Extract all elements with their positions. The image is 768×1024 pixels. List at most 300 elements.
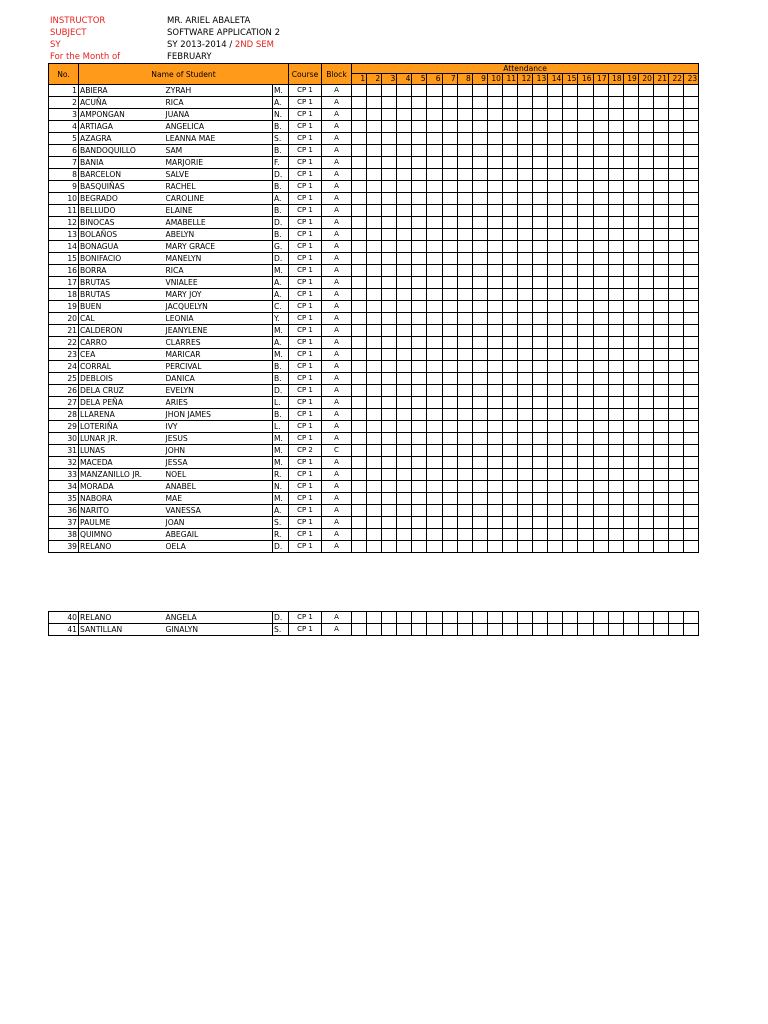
attendance-cell[interactable]: [502, 349, 517, 361]
attendance-cell[interactable]: [548, 397, 563, 409]
attendance-cell[interactable]: [518, 169, 533, 181]
attendance-cell[interactable]: [487, 313, 502, 325]
attendance-cell[interactable]: [412, 517, 427, 529]
attendance-cell[interactable]: [397, 373, 412, 385]
attendance-cell[interactable]: [442, 493, 457, 505]
attendance-cell[interactable]: [367, 421, 382, 433]
attendance-cell[interactable]: [442, 445, 457, 457]
attendance-cell[interactable]: [397, 349, 412, 361]
attendance-cell[interactable]: [412, 481, 427, 493]
attendance-cell[interactable]: [427, 277, 442, 289]
attendance-cell[interactable]: [442, 109, 457, 121]
attendance-cell[interactable]: [487, 481, 502, 493]
attendance-cell[interactable]: [427, 397, 442, 409]
attendance-cell[interactable]: [548, 289, 563, 301]
attendance-cell[interactable]: [457, 313, 472, 325]
attendance-cell[interactable]: [548, 169, 563, 181]
attendance-cell[interactable]: [352, 85, 367, 97]
attendance-cell[interactable]: [668, 133, 683, 145]
attendance-cell[interactable]: [563, 397, 578, 409]
attendance-cell[interactable]: [623, 612, 638, 624]
attendance-cell[interactable]: [487, 97, 502, 109]
attendance-cell[interactable]: [668, 481, 683, 493]
attendance-cell[interactable]: [502, 181, 517, 193]
attendance-cell[interactable]: [502, 337, 517, 349]
attendance-cell[interactable]: [472, 493, 487, 505]
attendance-cell[interactable]: [472, 265, 487, 277]
attendance-cell[interactable]: [472, 253, 487, 265]
attendance-cell[interactable]: [518, 373, 533, 385]
attendance-cell[interactable]: [382, 529, 397, 541]
attendance-cell[interactable]: [653, 349, 668, 361]
attendance-cell[interactable]: [668, 121, 683, 133]
attendance-cell[interactable]: [684, 277, 699, 289]
attendance-cell[interactable]: [472, 217, 487, 229]
attendance-cell[interactable]: [608, 433, 623, 445]
attendance-cell[interactable]: [367, 469, 382, 481]
attendance-cell[interactable]: [472, 349, 487, 361]
attendance-cell[interactable]: [427, 181, 442, 193]
attendance-cell[interactable]: [684, 469, 699, 481]
attendance-cell[interactable]: [518, 217, 533, 229]
attendance-cell[interactable]: [608, 385, 623, 397]
attendance-cell[interactable]: [563, 505, 578, 517]
attendance-cell[interactable]: [382, 541, 397, 553]
attendance-cell[interactable]: [593, 409, 608, 421]
attendance-cell[interactable]: [608, 373, 623, 385]
attendance-cell[interactable]: [412, 253, 427, 265]
attendance-cell[interactable]: [427, 385, 442, 397]
attendance-cell[interactable]: [412, 349, 427, 361]
attendance-cell[interactable]: [623, 229, 638, 241]
attendance-cell[interactable]: [533, 253, 548, 265]
attendance-cell[interactable]: [367, 624, 382, 636]
attendance-cell[interactable]: [638, 493, 653, 505]
attendance-cell[interactable]: [502, 121, 517, 133]
attendance-cell[interactable]: [623, 97, 638, 109]
attendance-cell[interactable]: [412, 541, 427, 553]
attendance-cell[interactable]: [623, 121, 638, 133]
attendance-cell[interactable]: [668, 349, 683, 361]
attendance-cell[interactable]: [427, 121, 442, 133]
attendance-cell[interactable]: [684, 301, 699, 313]
attendance-cell[interactable]: [367, 169, 382, 181]
attendance-cell[interactable]: [367, 157, 382, 169]
attendance-cell[interactable]: [518, 469, 533, 481]
attendance-cell[interactable]: [608, 445, 623, 457]
attendance-cell[interactable]: [352, 337, 367, 349]
attendance-cell[interactable]: [608, 145, 623, 157]
attendance-cell[interactable]: [608, 481, 623, 493]
attendance-cell[interactable]: [638, 361, 653, 373]
attendance-cell[interactable]: [367, 97, 382, 109]
attendance-cell[interactable]: [638, 529, 653, 541]
attendance-cell[interactable]: [548, 373, 563, 385]
attendance-cell[interactable]: [412, 373, 427, 385]
attendance-cell[interactable]: [427, 109, 442, 121]
attendance-cell[interactable]: [548, 133, 563, 145]
attendance-cell[interactable]: [442, 289, 457, 301]
attendance-cell[interactable]: [593, 229, 608, 241]
attendance-cell[interactable]: [684, 409, 699, 421]
attendance-cell[interactable]: [367, 205, 382, 217]
attendance-cell[interactable]: [533, 421, 548, 433]
attendance-cell[interactable]: [548, 181, 563, 193]
attendance-cell[interactable]: [638, 433, 653, 445]
attendance-cell[interactable]: [608, 361, 623, 373]
attendance-cell[interactable]: [397, 241, 412, 253]
attendance-cell[interactable]: [684, 313, 699, 325]
attendance-cell[interactable]: [367, 229, 382, 241]
attendance-cell[interactable]: [502, 612, 517, 624]
attendance-cell[interactable]: [578, 97, 593, 109]
attendance-cell[interactable]: [668, 505, 683, 517]
attendance-cell[interactable]: [397, 301, 412, 313]
attendance-cell[interactable]: [367, 493, 382, 505]
attendance-cell[interactable]: [442, 397, 457, 409]
attendance-cell[interactable]: [412, 229, 427, 241]
attendance-cell[interactable]: [367, 241, 382, 253]
attendance-cell[interactable]: [352, 253, 367, 265]
attendance-cell[interactable]: [653, 373, 668, 385]
attendance-cell[interactable]: [608, 181, 623, 193]
attendance-cell[interactable]: [502, 469, 517, 481]
attendance-cell[interactable]: [668, 85, 683, 97]
attendance-cell[interactable]: [472, 361, 487, 373]
attendance-cell[interactable]: [412, 624, 427, 636]
attendance-cell[interactable]: [593, 397, 608, 409]
attendance-cell[interactable]: [412, 313, 427, 325]
attendance-cell[interactable]: [684, 493, 699, 505]
attendance-cell[interactable]: [472, 97, 487, 109]
attendance-cell[interactable]: [608, 109, 623, 121]
attendance-cell[interactable]: [487, 181, 502, 193]
attendance-cell[interactable]: [487, 145, 502, 157]
attendance-cell[interactable]: [563, 373, 578, 385]
attendance-cell[interactable]: [638, 624, 653, 636]
attendance-cell[interactable]: [638, 612, 653, 624]
attendance-cell[interactable]: [352, 169, 367, 181]
attendance-cell[interactable]: [427, 133, 442, 145]
attendance-cell[interactable]: [563, 109, 578, 121]
attendance-cell[interactable]: [518, 541, 533, 553]
attendance-cell[interactable]: [442, 301, 457, 313]
attendance-cell[interactable]: [653, 505, 668, 517]
attendance-cell[interactable]: [487, 253, 502, 265]
attendance-cell[interactable]: [397, 445, 412, 457]
attendance-cell[interactable]: [382, 445, 397, 457]
attendance-cell[interactable]: [593, 624, 608, 636]
attendance-cell[interactable]: [593, 121, 608, 133]
attendance-cell[interactable]: [623, 289, 638, 301]
attendance-cell[interactable]: [533, 277, 548, 289]
attendance-cell[interactable]: [367, 349, 382, 361]
attendance-cell[interactable]: [548, 445, 563, 457]
attendance-cell[interactable]: [502, 624, 517, 636]
attendance-cell[interactable]: [638, 109, 653, 121]
attendance-cell[interactable]: [472, 121, 487, 133]
attendance-cell[interactable]: [578, 181, 593, 193]
attendance-cell[interactable]: [367, 253, 382, 265]
attendance-cell[interactable]: [518, 505, 533, 517]
attendance-cell[interactable]: [684, 229, 699, 241]
attendance-cell[interactable]: [457, 241, 472, 253]
attendance-cell[interactable]: [653, 421, 668, 433]
attendance-cell[interactable]: [472, 289, 487, 301]
attendance-cell[interactable]: [608, 241, 623, 253]
attendance-cell[interactable]: [608, 457, 623, 469]
attendance-cell[interactable]: [502, 517, 517, 529]
attendance-cell[interactable]: [457, 133, 472, 145]
attendance-cell[interactable]: [412, 612, 427, 624]
attendance-cell[interactable]: [382, 469, 397, 481]
attendance-cell[interactable]: [367, 529, 382, 541]
attendance-cell[interactable]: [563, 181, 578, 193]
attendance-cell[interactable]: [638, 337, 653, 349]
attendance-cell[interactable]: [442, 157, 457, 169]
attendance-cell[interactable]: [548, 421, 563, 433]
attendance-cell[interactable]: [608, 624, 623, 636]
attendance-cell[interactable]: [548, 361, 563, 373]
attendance-cell[interactable]: [382, 253, 397, 265]
attendance-cell[interactable]: [578, 157, 593, 169]
attendance-cell[interactable]: [367, 217, 382, 229]
attendance-cell[interactable]: [623, 481, 638, 493]
attendance-cell[interactable]: [382, 409, 397, 421]
attendance-cell[interactable]: [412, 445, 427, 457]
attendance-cell[interactable]: [472, 157, 487, 169]
attendance-cell[interactable]: [608, 253, 623, 265]
attendance-cell[interactable]: [668, 541, 683, 553]
attendance-cell[interactable]: [653, 433, 668, 445]
attendance-cell[interactable]: [563, 445, 578, 457]
attendance-cell[interactable]: [367, 265, 382, 277]
attendance-cell[interactable]: [533, 121, 548, 133]
attendance-cell[interactable]: [518, 97, 533, 109]
attendance-cell[interactable]: [442, 265, 457, 277]
attendance-cell[interactable]: [442, 624, 457, 636]
attendance-cell[interactable]: [427, 529, 442, 541]
attendance-cell[interactable]: [548, 349, 563, 361]
attendance-cell[interactable]: [518, 181, 533, 193]
attendance-cell[interactable]: [653, 169, 668, 181]
attendance-cell[interactable]: [668, 385, 683, 397]
attendance-cell[interactable]: [442, 612, 457, 624]
attendance-cell[interactable]: [548, 529, 563, 541]
attendance-cell[interactable]: [684, 253, 699, 265]
attendance-cell[interactable]: [457, 469, 472, 481]
attendance-cell[interactable]: [427, 373, 442, 385]
attendance-cell[interactable]: [457, 612, 472, 624]
attendance-cell[interactable]: [367, 301, 382, 313]
attendance-cell[interactable]: [352, 241, 367, 253]
attendance-cell[interactable]: [502, 541, 517, 553]
attendance-cell[interactable]: [502, 157, 517, 169]
attendance-cell[interactable]: [638, 97, 653, 109]
attendance-cell[interactable]: [412, 409, 427, 421]
attendance-cell[interactable]: [623, 385, 638, 397]
attendance-cell[interactable]: [397, 253, 412, 265]
attendance-cell[interactable]: [593, 541, 608, 553]
attendance-cell[interactable]: [653, 97, 668, 109]
attendance-cell[interactable]: [593, 469, 608, 481]
attendance-cell[interactable]: [563, 121, 578, 133]
attendance-cell[interactable]: [502, 529, 517, 541]
attendance-cell[interactable]: [412, 205, 427, 217]
attendance-cell[interactable]: [472, 373, 487, 385]
attendance-cell[interactable]: [578, 445, 593, 457]
attendance-cell[interactable]: [548, 145, 563, 157]
attendance-cell[interactable]: [382, 145, 397, 157]
attendance-cell[interactable]: [352, 181, 367, 193]
attendance-cell[interactable]: [608, 337, 623, 349]
attendance-cell[interactable]: [638, 469, 653, 481]
attendance-cell[interactable]: [563, 433, 578, 445]
attendance-cell[interactable]: [412, 457, 427, 469]
attendance-cell[interactable]: [502, 445, 517, 457]
attendance-cell[interactable]: [623, 505, 638, 517]
attendance-cell[interactable]: [442, 277, 457, 289]
attendance-cell[interactable]: [548, 85, 563, 97]
attendance-cell[interactable]: [623, 241, 638, 253]
attendance-cell[interactable]: [367, 481, 382, 493]
attendance-cell[interactable]: [533, 529, 548, 541]
attendance-cell[interactable]: [623, 445, 638, 457]
attendance-cell[interactable]: [593, 217, 608, 229]
attendance-cell[interactable]: [382, 277, 397, 289]
attendance-cell[interactable]: [668, 193, 683, 205]
attendance-cell[interactable]: [352, 289, 367, 301]
attendance-cell[interactable]: [472, 325, 487, 337]
attendance-cell[interactable]: [623, 253, 638, 265]
attendance-cell[interactable]: [352, 517, 367, 529]
attendance-cell[interactable]: [442, 229, 457, 241]
attendance-cell[interactable]: [668, 457, 683, 469]
attendance-cell[interactable]: [653, 85, 668, 97]
attendance-cell[interactable]: [608, 469, 623, 481]
attendance-cell[interactable]: [623, 109, 638, 121]
attendance-cell[interactable]: [533, 624, 548, 636]
attendance-cell[interactable]: [518, 409, 533, 421]
attendance-cell[interactable]: [533, 433, 548, 445]
attendance-cell[interactable]: [623, 373, 638, 385]
attendance-cell[interactable]: [397, 133, 412, 145]
attendance-cell[interactable]: [457, 373, 472, 385]
attendance-cell[interactable]: [472, 133, 487, 145]
attendance-cell[interactable]: [563, 145, 578, 157]
attendance-cell[interactable]: [533, 205, 548, 217]
attendance-cell[interactable]: [457, 253, 472, 265]
attendance-cell[interactable]: [352, 361, 367, 373]
attendance-cell[interactable]: [668, 277, 683, 289]
attendance-cell[interactable]: [457, 97, 472, 109]
attendance-cell[interactable]: [548, 517, 563, 529]
attendance-cell[interactable]: [367, 337, 382, 349]
attendance-cell[interactable]: [563, 253, 578, 265]
attendance-cell[interactable]: [427, 493, 442, 505]
attendance-cell[interactable]: [548, 241, 563, 253]
attendance-cell[interactable]: [472, 241, 487, 253]
attendance-cell[interactable]: [457, 325, 472, 337]
attendance-cell[interactable]: [653, 397, 668, 409]
attendance-cell[interactable]: [427, 193, 442, 205]
attendance-cell[interactable]: [653, 133, 668, 145]
attendance-cell[interactable]: [668, 205, 683, 217]
attendance-cell[interactable]: [684, 517, 699, 529]
attendance-cell[interactable]: [578, 517, 593, 529]
attendance-cell[interactable]: [563, 457, 578, 469]
attendance-cell[interactable]: [457, 457, 472, 469]
attendance-cell[interactable]: [397, 505, 412, 517]
attendance-cell[interactable]: [548, 313, 563, 325]
attendance-cell[interactable]: [382, 325, 397, 337]
attendance-cell[interactable]: [578, 373, 593, 385]
attendance-cell[interactable]: [668, 409, 683, 421]
attendance-cell[interactable]: [397, 457, 412, 469]
attendance-cell[interactable]: [367, 181, 382, 193]
attendance-cell[interactable]: [518, 397, 533, 409]
attendance-cell[interactable]: [668, 157, 683, 169]
attendance-cell[interactable]: [684, 97, 699, 109]
attendance-cell[interactable]: [367, 409, 382, 421]
attendance-cell[interactable]: [487, 373, 502, 385]
attendance-cell[interactable]: [653, 229, 668, 241]
attendance-cell[interactable]: [397, 289, 412, 301]
attendance-cell[interactable]: [427, 253, 442, 265]
attendance-cell[interactable]: [397, 409, 412, 421]
attendance-cell[interactable]: [518, 157, 533, 169]
attendance-cell[interactable]: [593, 145, 608, 157]
attendance-cell[interactable]: [427, 217, 442, 229]
attendance-cell[interactable]: [472, 229, 487, 241]
attendance-cell[interactable]: [457, 217, 472, 229]
attendance-cell[interactable]: [502, 481, 517, 493]
attendance-cell[interactable]: [487, 624, 502, 636]
attendance-cell[interactable]: [548, 481, 563, 493]
attendance-cell[interactable]: [518, 109, 533, 121]
attendance-cell[interactable]: [397, 157, 412, 169]
attendance-cell[interactable]: [608, 277, 623, 289]
attendance-cell[interactable]: [502, 325, 517, 337]
attendance-cell[interactable]: [382, 133, 397, 145]
attendance-cell[interactable]: [518, 361, 533, 373]
attendance-cell[interactable]: [578, 229, 593, 241]
attendance-cell[interactable]: [653, 313, 668, 325]
attendance-cell[interactable]: [412, 157, 427, 169]
attendance-cell[interactable]: [427, 505, 442, 517]
attendance-cell[interactable]: [668, 169, 683, 181]
attendance-cell[interactable]: [533, 493, 548, 505]
attendance-cell[interactable]: [653, 217, 668, 229]
attendance-cell[interactable]: [548, 612, 563, 624]
attendance-cell[interactable]: [548, 253, 563, 265]
attendance-cell[interactable]: [412, 85, 427, 97]
attendance-cell[interactable]: [668, 325, 683, 337]
attendance-cell[interactable]: [442, 385, 457, 397]
attendance-cell[interactable]: [427, 361, 442, 373]
attendance-cell[interactable]: [608, 421, 623, 433]
attendance-cell[interactable]: [548, 433, 563, 445]
attendance-cell[interactable]: [352, 133, 367, 145]
attendance-cell[interactable]: [412, 493, 427, 505]
attendance-cell[interactable]: [487, 397, 502, 409]
attendance-cell[interactable]: [653, 109, 668, 121]
attendance-cell[interactable]: [412, 169, 427, 181]
attendance-cell[interactable]: [563, 325, 578, 337]
attendance-cell[interactable]: [533, 612, 548, 624]
attendance-cell[interactable]: [653, 445, 668, 457]
attendance-cell[interactable]: [352, 481, 367, 493]
